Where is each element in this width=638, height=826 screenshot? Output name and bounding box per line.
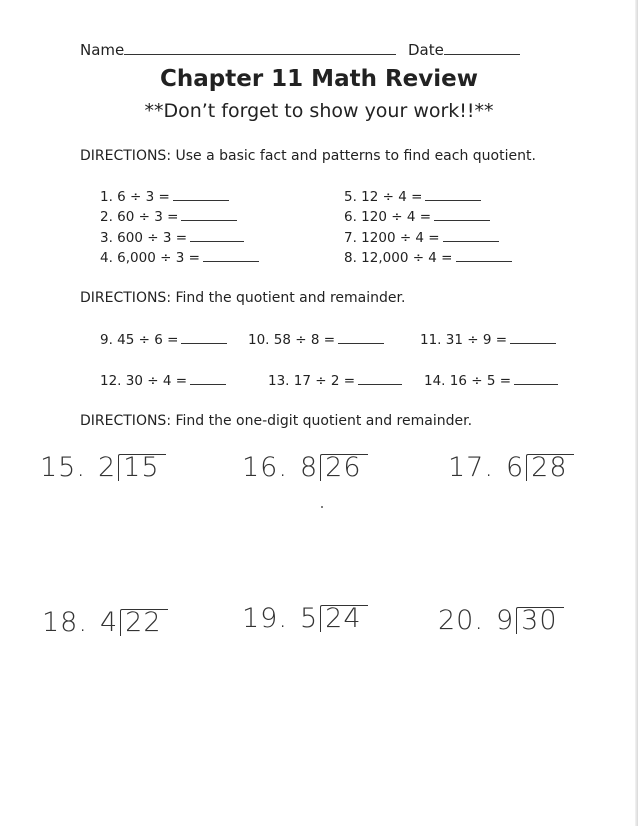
answer-blank[interactable] (190, 372, 226, 385)
problem-number: 17. (448, 452, 494, 483)
divisor: 6 (505, 452, 525, 483)
problem-text: 1. 6 ÷ 3 = (100, 189, 170, 205)
problem-text: 2. 60 ÷ 3 = (100, 209, 179, 225)
divisor: 5 (299, 603, 319, 634)
answer-blank[interactable] (190, 229, 244, 242)
handwritten-problem-15 (40, 452, 166, 483)
date-label: Date (408, 41, 444, 59)
problem-8 (344, 249, 512, 266)
problem-3 (100, 229, 244, 246)
handwritten-problem-19 (242, 603, 368, 634)
name-line[interactable] (80, 40, 396, 59)
page-subtitle: **Don’t forget to show your work!!** (144, 100, 494, 122)
problem-text: 12. 30 ÷ 4 = (100, 373, 188, 389)
problem-number: 16. (242, 452, 288, 483)
page-title: Chapter 11 Math Review (159, 66, 478, 92)
answer-blank[interactable] (203, 249, 259, 262)
problem-number: 18. (42, 607, 88, 638)
problem-7 (344, 229, 499, 246)
problem-13 (268, 372, 402, 389)
problem-2 (100, 208, 237, 225)
handwritten-problem-18 (42, 607, 168, 638)
problem-text: 5. 12 ÷ 4 = (344, 189, 423, 205)
problem-10 (248, 331, 384, 348)
handwritten-problem-20 (438, 605, 564, 636)
problem-1 (100, 188, 229, 205)
answer-blank[interactable] (443, 229, 499, 242)
problem-text: 7. 1200 ÷ 4 = (344, 230, 440, 246)
date-blank[interactable] (444, 40, 520, 55)
dividend: 28 (526, 454, 573, 481)
paper-speck (321, 506, 323, 508)
answer-blank[interactable] (434, 208, 490, 221)
problem-6 (344, 208, 490, 225)
divisor: 9 (495, 605, 515, 636)
problem-number: 20. (438, 605, 484, 636)
problem-text: 11. 31 ÷ 9 = (420, 332, 508, 348)
directions-basic-fact: DIRECTIONS: Use a basic fact and patterns to find each quotient. (80, 148, 536, 164)
directions-quotient-remainder: DIRECTIONS: Find the quotient and remainder. (80, 290, 406, 306)
dividend: 22 (120, 609, 167, 636)
answer-blank[interactable] (456, 249, 512, 262)
directions-one-digit: DIRECTIONS: Find the one-digit quotient and remainder. (80, 413, 473, 429)
answer-blank[interactable] (338, 331, 384, 344)
problem-text: 14. 16 ÷ 5 = (424, 373, 512, 389)
answer-blank[interactable] (514, 372, 558, 385)
problem-text: 6. 120 ÷ 4 = (344, 209, 432, 225)
problem-4 (100, 249, 259, 266)
problem-text: 3. 600 ÷ 3 = (100, 230, 188, 246)
name-label: Name (80, 41, 125, 59)
name-blank[interactable] (124, 40, 396, 55)
dividend: 15 (118, 454, 165, 481)
handwritten-problem-16 (242, 452, 368, 483)
answer-blank[interactable] (181, 331, 227, 344)
answer-blank[interactable] (425, 188, 481, 201)
answer-blank[interactable] (173, 188, 229, 201)
divisor: 8 (299, 452, 319, 483)
problem-text: 13. 17 ÷ 2 = (268, 373, 356, 389)
problem-text: 10. 58 ÷ 8 = (248, 332, 336, 348)
problem-text: 8. 12,000 ÷ 4 = (344, 250, 453, 266)
problem-text: 4. 6,000 ÷ 3 = (100, 250, 200, 266)
dividend: 30 (516, 607, 563, 634)
answer-blank[interactable] (181, 208, 237, 221)
answer-blank[interactable] (358, 372, 402, 385)
problem-text: 9. 45 ÷ 6 = (100, 332, 179, 348)
divisor: 2 (97, 452, 117, 483)
problem-9 (100, 331, 227, 348)
problem-5 (344, 188, 481, 205)
dividend: 24 (320, 605, 367, 632)
answer-blank[interactable] (510, 331, 556, 344)
problem-14 (424, 372, 558, 389)
divisor: 4 (99, 607, 119, 638)
problem-11 (420, 331, 556, 348)
problem-number: 19. (242, 603, 288, 634)
date-line[interactable] (408, 40, 520, 59)
problem-12 (100, 372, 226, 389)
problem-number: 15. (40, 452, 86, 483)
dividend: 26 (320, 454, 367, 481)
handwritten-problem-17 (448, 452, 574, 483)
